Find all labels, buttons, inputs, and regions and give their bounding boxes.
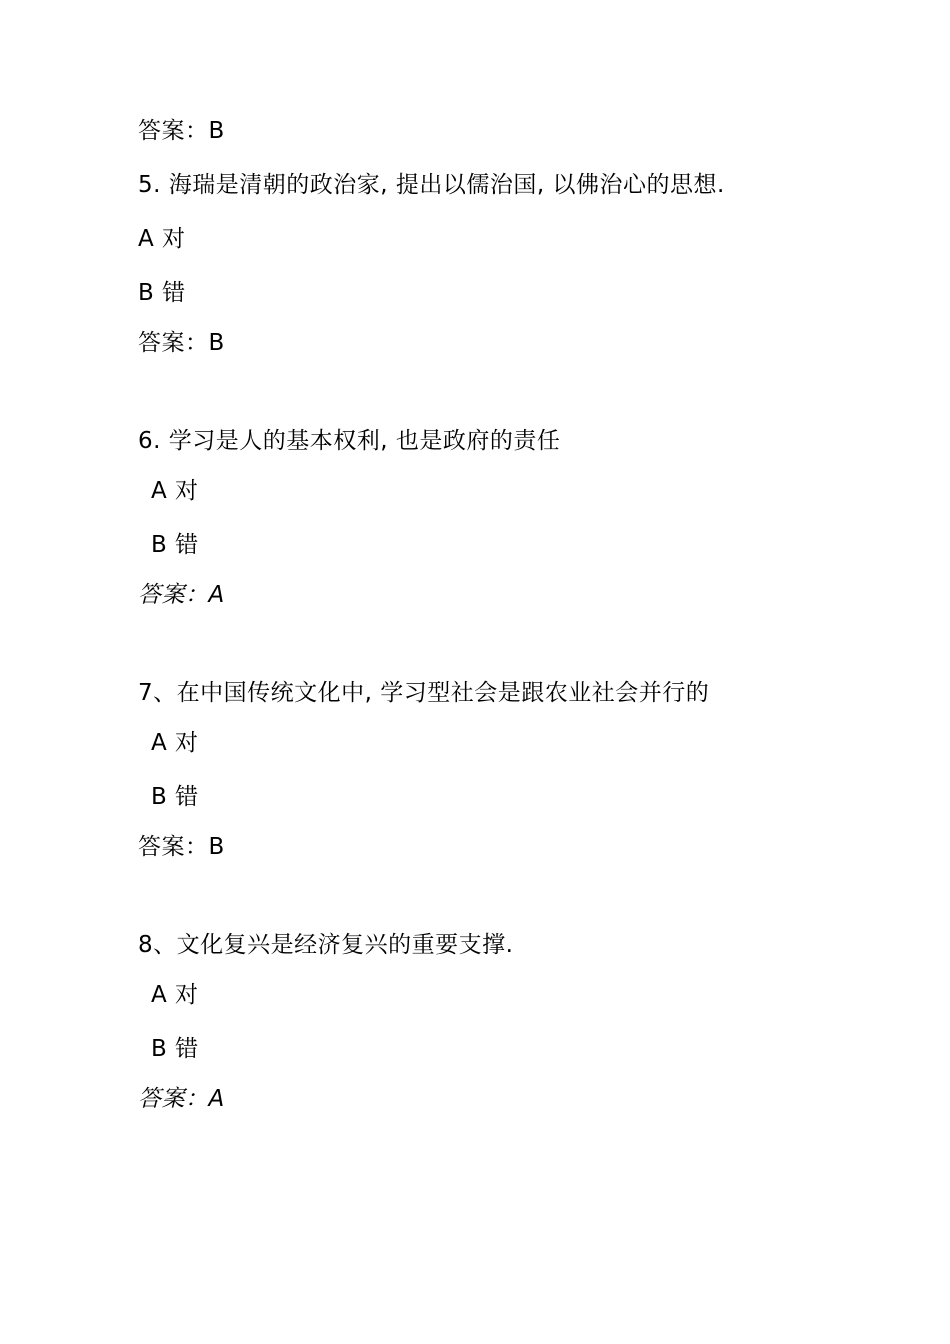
question-8-option-b: B 错 <box>151 1036 199 1062</box>
question-8-text: 8、文化复兴是经济复兴的重要支撑. <box>138 932 514 958</box>
question-6-option-b: B 错 <box>151 532 199 558</box>
question-5-answer: 答案：B <box>138 330 225 356</box>
question-7-option-a: A 对 <box>151 730 199 756</box>
question-6-option-a: A 对 <box>151 478 199 504</box>
question-7-answer: 答案：B <box>138 834 225 860</box>
question-5-option-a: A 对 <box>138 226 186 252</box>
question-6-text: 6. 学习是人的基本权利, 也是政府的责任 <box>138 428 561 454</box>
question-5-option-b: B 错 <box>138 280 186 306</box>
question-8-option-a: A 对 <box>151 982 199 1008</box>
previous-answer: 答案：B <box>138 118 225 144</box>
question-5-text: 5. 海瑞是清朝的政治家, 提出以儒治国, 以佛治心的思想. <box>138 172 725 198</box>
question-6-answer: 答案：A <box>138 582 225 608</box>
question-8-answer: 答案：A <box>138 1086 225 1112</box>
question-7-option-b: B 错 <box>151 784 199 810</box>
question-7-text: 7、在中国传统文化中, 学习型社会是跟农业社会并行的 <box>138 680 710 706</box>
